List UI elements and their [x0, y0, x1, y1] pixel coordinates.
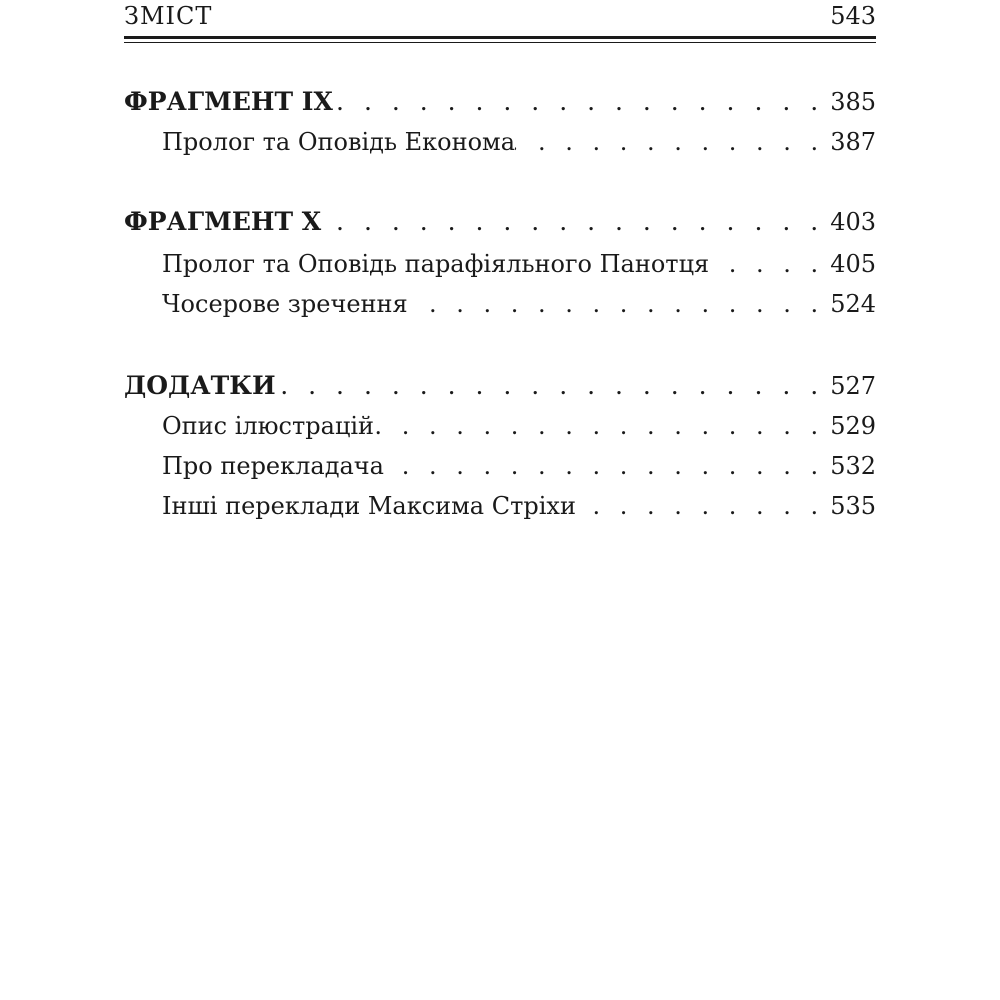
toc-entry-title: Опис ілюстрацій: [162, 412, 375, 440]
dot-leader: [709, 244, 830, 284]
toc-entry[interactable]: [162, 486, 876, 526]
toc-entry-title: Інші переклади Максима Стріхи: [162, 492, 576, 520]
toc-entry[interactable]: [162, 406, 876, 446]
dot-leader: [384, 446, 830, 486]
running-head-page-number: 543: [830, 2, 876, 30]
toc-entry[interactable]: [162, 122, 876, 162]
dot-leader: [408, 284, 831, 324]
toc-page-number: 385: [830, 88, 876, 116]
running-head-title: ЗМІСТ: [124, 2, 213, 30]
toc-section-appendices[interactable]: [124, 366, 876, 406]
header-rule-thick: [124, 36, 876, 39]
toc-page-number: 535: [830, 492, 876, 520]
toc-page-number: 527: [830, 372, 876, 400]
toc-section-title: ФРАГМЕНТ IX: [124, 87, 333, 116]
dot-leader: [576, 486, 830, 526]
toc-section-title: ДОДАТКИ: [124, 371, 276, 400]
toc-entry[interactable]: [162, 446, 876, 486]
toc-entry-title: Пролог та Оповідь Економа: [162, 128, 516, 156]
toc-section-fragment-9[interactable]: [124, 82, 876, 122]
toc-page-number: 524: [830, 290, 876, 318]
dot-leader: [333, 82, 830, 122]
running-head: [124, 0, 876, 34]
header-rule-thin: [124, 42, 876, 43]
toc-entry-title: Пролог та Оповідь парафіяльного Панотця: [162, 250, 710, 278]
toc-entry[interactable]: [162, 244, 876, 284]
toc-page-number: 403: [830, 208, 876, 236]
dot-leader: [515, 122, 830, 162]
toc-entry[interactable]: [162, 284, 876, 324]
dot-leader: [374, 406, 830, 446]
toc-page-number: 405: [830, 250, 876, 278]
toc-section-title: ФРАГМЕНТ X: [124, 207, 322, 236]
toc-page-number: 529: [830, 412, 876, 440]
toc-entry-title: Чосерове зречення: [162, 290, 408, 318]
toc-entry-title: Про перекладача: [162, 452, 384, 480]
toc-page-number: 387: [830, 128, 876, 156]
toc-section-fragment-10[interactable]: [124, 202, 876, 242]
toc-page-number: 532: [830, 452, 876, 480]
dot-leader: [321, 202, 830, 242]
dot-leader: [276, 366, 831, 406]
